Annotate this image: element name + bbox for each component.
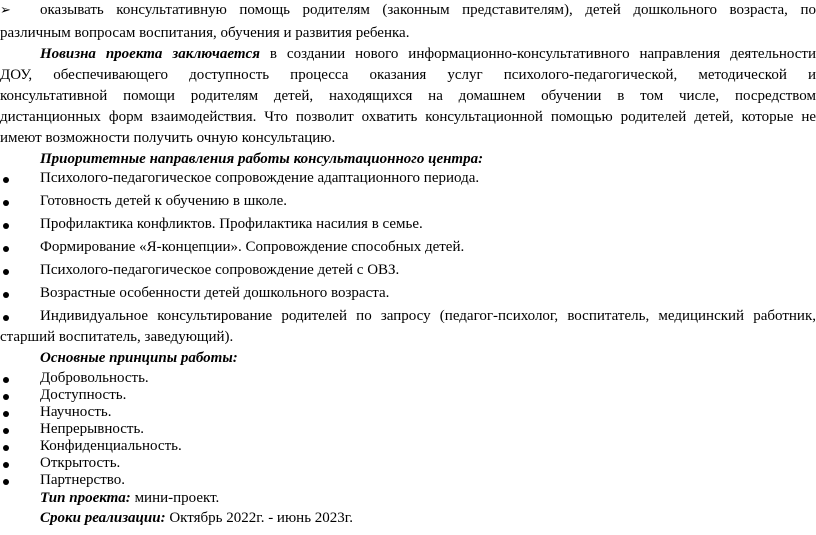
principle-item: Добровольность. — [40, 370, 149, 386]
project-type-value: мини-проект. — [130, 490, 220, 506]
bullet-icon — [3, 177, 9, 183]
novelty-line-3: консультативной помощи родителям детей, находящихся на домашнем обучении в том числе, посредством — [0, 88, 816, 104]
priority-item: Психолого-педагогическое сопровождение адаптационного периода. — [40, 170, 480, 186]
principles-heading: Основные принципы работы: — [40, 350, 238, 366]
project-type-line — [40, 490, 219, 507]
principle-item: Открытость. — [40, 455, 121, 471]
novelty-line-1 — [40, 46, 816, 63]
timeline-value: Октябрь 2022г. - июнь 2023г. — [169, 510, 353, 526]
priority-item-last-line-1: Индивидуальное консультирование родителей по запросу (педагог-психолог, воспитатель, медицинский работник, — [40, 308, 816, 324]
bullet-icon — [3, 445, 9, 451]
timeline-line — [40, 510, 353, 527]
bullet-icon — [3, 394, 9, 400]
priority-item: Формирование «Я-концепции». Сопровождение способных детей. — [40, 239, 465, 255]
bullet-icon — [3, 269, 9, 275]
principle-item: Партнерство. — [40, 472, 125, 488]
bullet-icon — [3, 462, 9, 468]
arrow-bullet-icon: ➢ — [0, 2, 11, 17]
principle-item: Непрерывность. — [40, 421, 145, 437]
principle-item: Доступность. — [40, 387, 127, 403]
priority-item: Психолого-педагогическое сопровождение детей с ОВЗ. — [40, 262, 400, 278]
bullet-icon — [3, 315, 9, 321]
principle-item: Научность. — [40, 404, 112, 420]
priorities-heading: Приоритетные направления работы консультационного центра: — [40, 151, 484, 167]
bullet-icon — [3, 428, 9, 434]
bullet-icon — [3, 411, 9, 417]
bullet-icon — [3, 223, 9, 229]
novelty-text-1: в создании нового информационно-консультативного направления деятельности — [269, 46, 816, 62]
bullet-icon — [3, 479, 9, 485]
priority-item-last-line-2: старший воспитатель, заведующий). — [0, 329, 234, 345]
intro-line-2: различным вопросам воспитания, обучения и развития ребенка. — [0, 25, 410, 41]
bullet-icon — [3, 246, 9, 252]
project-type-label: Тип проекта: — [40, 490, 131, 506]
bullet-icon — [3, 200, 9, 206]
novelty-line-4: дистанционных форм взаимодействия. Что позволит охватить консультационной помощью родителей детей, которые не — [0, 109, 816, 125]
novelty-label: Новизна проекта заключается — [40, 46, 260, 62]
principle-item: Конфиденциальность. — [40, 438, 182, 454]
priority-item: Готовность детей к обучению в школе. — [40, 193, 287, 209]
bullet-icon — [3, 292, 9, 298]
timeline-label: Сроки реализации: — [40, 510, 166, 526]
novelty-line-2: ДОУ, обеспечивающего доступность процесса оказания услуг психолого-педагогической, методической и — [0, 67, 816, 83]
bullet-icon — [3, 377, 9, 383]
intro-line-1: оказывать консультативную помощь родителям (законным представителям), детей дошкольного возраста, по — [40, 2, 816, 18]
novelty-line-5: имеют возможности получить очную консультацию. — [0, 130, 336, 146]
priority-item: Возрастные особенности детей дошкольного возраста. — [40, 285, 390, 301]
priority-item: Профилактика конфликтов. Профилактика насилия в семье. — [40, 216, 423, 232]
